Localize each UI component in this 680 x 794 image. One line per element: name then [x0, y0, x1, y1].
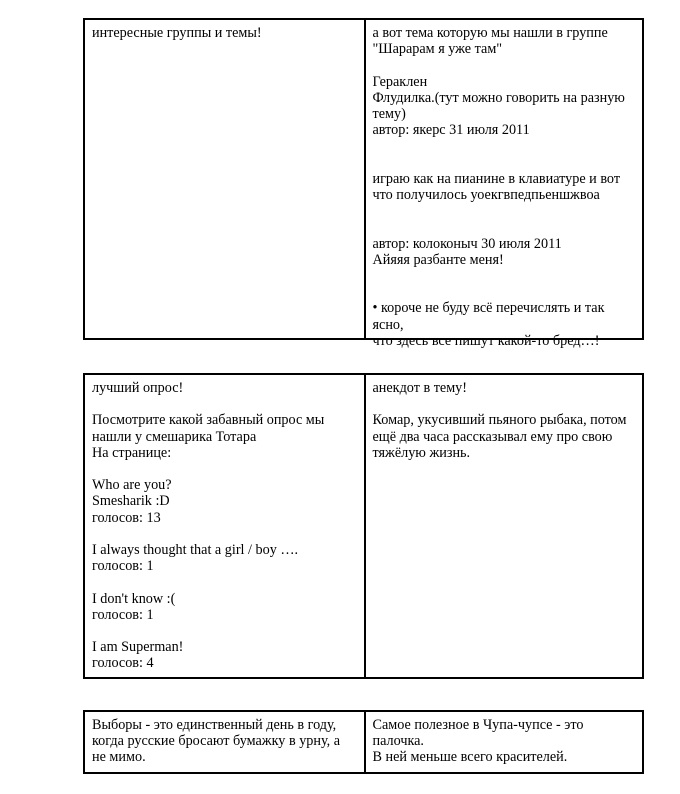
quote-line: Выборы - это единственный день в году,	[92, 717, 337, 733]
poll-votes: голосов: 1	[92, 558, 154, 575]
poll-option: I always thought that a girl / boy ….	[92, 541, 299, 558]
poll-option: I am Superman!	[92, 639, 184, 656]
joke-cell	[364, 375, 643, 677]
poll-option: I don't know :(	[92, 590, 176, 607]
quote-line: когда русские бросают бумажку в урну, а	[92, 733, 341, 750]
post-text: Айяяя разбанте меня!	[372, 251, 504, 268]
poll-intro: нашли у смешарика Тотара	[92, 428, 257, 445]
post-meta: автор: колоконыч 30 июля 2011	[372, 235, 562, 252]
note-line: • короче не буду всё перечислять и так ясно,	[372, 300, 609, 333]
post-text: что получилось уоекгвпедпьеншжвоа	[372, 187, 600, 203]
topic-line: Флудилка.(тут можно говорить на разную	[372, 89, 625, 106]
intro-line: а вот тема которую мы нашли в группе	[372, 25, 608, 41]
groups-right-cell	[364, 20, 643, 349]
topic-line: тему)	[372, 106, 406, 122]
chupa-chups-quote-cell	[364, 712, 643, 772]
poll-question: Who are you?	[92, 477, 172, 494]
poll-page-label: На странице:	[92, 444, 172, 461]
poll-option: Smesharik :D	[92, 493, 170, 510]
post-meta: автор: якерс 31 июля 2011	[372, 122, 530, 139]
note-line: что здесь все пишут какой-то бред…!	[372, 332, 600, 349]
elections-quote-cell	[85, 712, 364, 772]
poll-votes: голосов: 13	[92, 509, 161, 526]
joke-line: Комар, укусивший пьяного рыбака, потом	[372, 412, 627, 429]
joke-line: ещё два часа рассказывал ему про свою	[372, 428, 613, 445]
table-groups-and-topics	[83, 18, 644, 349]
table-poll-and-joke	[83, 373, 644, 679]
poll-intro: Посмотрите какой забавный опрос мы	[92, 412, 325, 429]
joke-line: тяжёлую жизнь.	[372, 444, 471, 461]
poll-heading: лучший опрос!	[92, 380, 184, 396]
groups-heading: интересные группы и темы!	[92, 25, 262, 41]
groups-left-cell	[85, 20, 364, 338]
poll-votes: голосов: 4	[92, 655, 154, 672]
joke-heading: анекдот в тему!	[372, 380, 467, 396]
post-text: играю как на пианине в клавиатуре и вот	[372, 170, 621, 187]
author-name: Гераклен	[372, 73, 428, 90]
poll-cell	[85, 375, 364, 677]
quote-line: Самое полезное в Чупа-чупсе - это палочка.	[372, 717, 588, 750]
table-quotes	[83, 710, 644, 774]
quote-line: В ней меньше всего красителей.	[372, 749, 568, 766]
quote-line: не мимо.	[92, 749, 146, 766]
intro-line: "Шарарам я уже там"	[372, 41, 503, 58]
poll-votes: голосов: 1	[92, 606, 154, 623]
